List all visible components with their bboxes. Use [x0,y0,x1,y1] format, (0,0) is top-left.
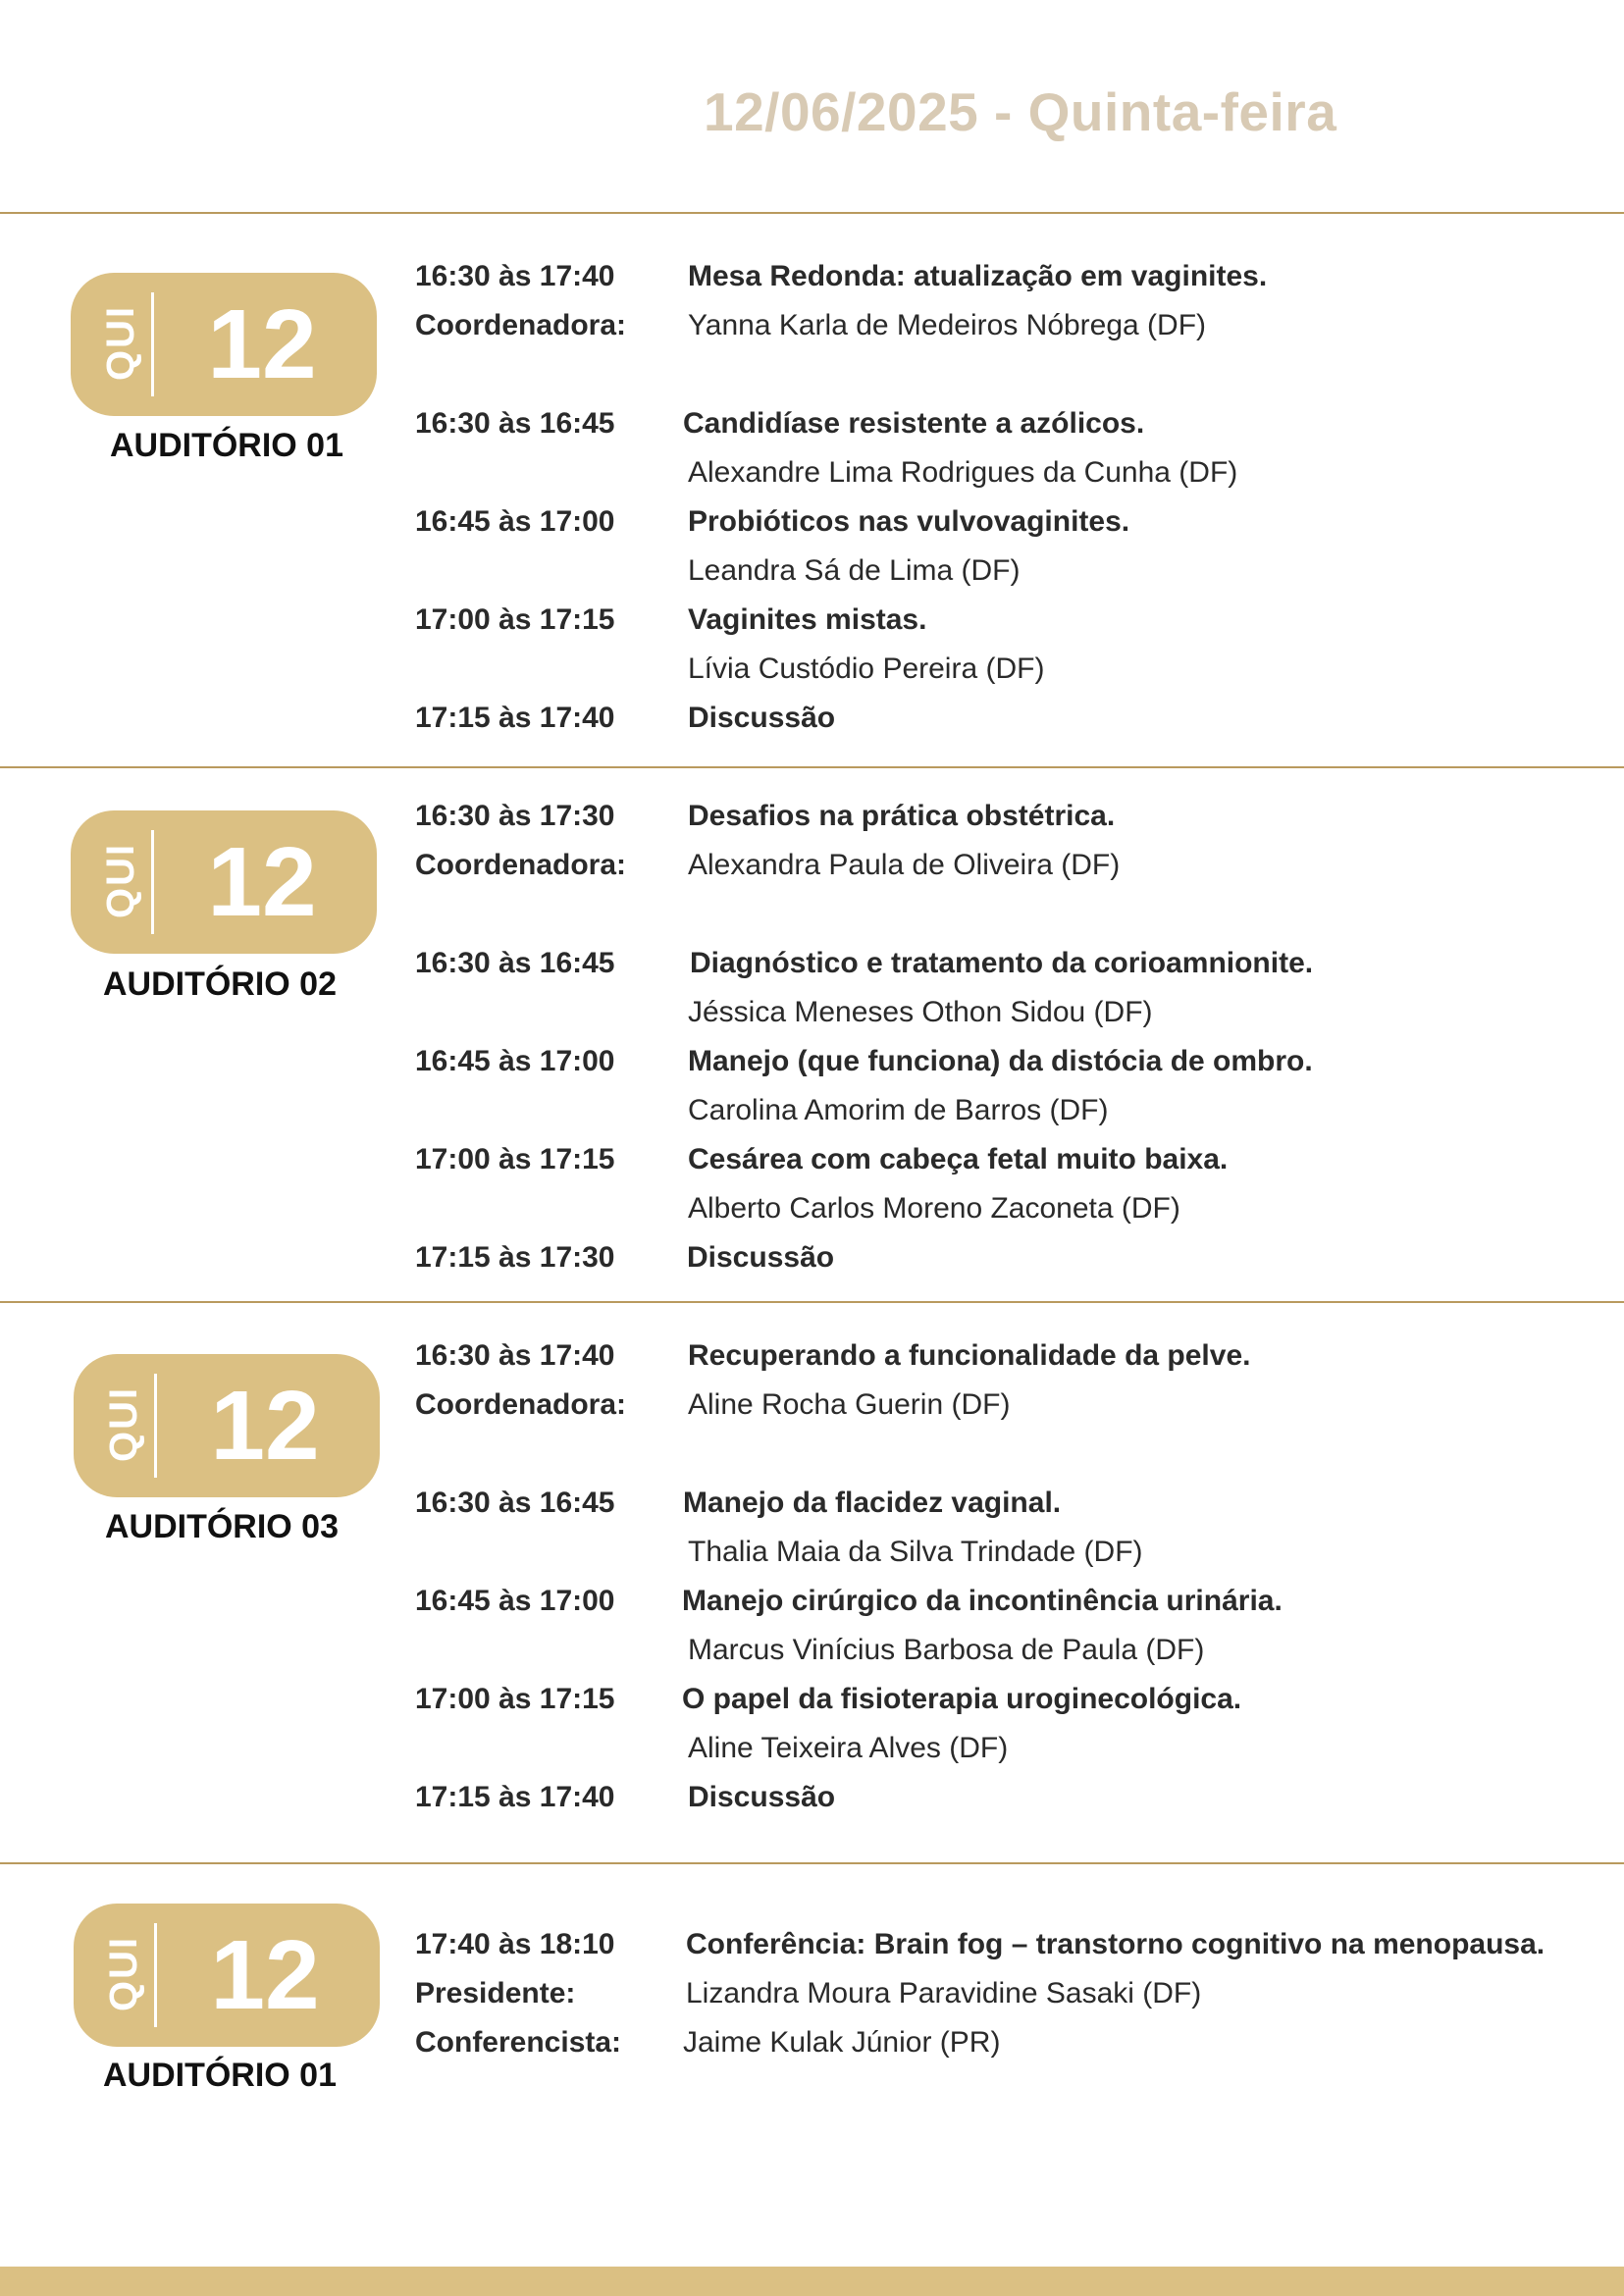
day-number: 12 [207,289,317,399]
row-time: Coordenadora: [415,309,627,341]
row-time: 17:00 às 17:15 [415,1143,615,1175]
row-time: 16:45 às 17:00 [415,1585,615,1617]
row-text: Leandra Sá de Lima (DF) [688,554,1021,587]
row-text: Vaginites mistas. [688,603,927,636]
row-text: Candidíase resistente a azólicos. [683,407,1145,440]
row-time: 17:00 às 17:15 [415,1683,615,1715]
schedule-row [415,301,1593,350]
weekday-label: QUI [102,1385,145,1462]
row-text: Thalia Maia da Silva Trindade (DF) [688,1536,1143,1568]
weekday-label: QUI [99,304,142,381]
schedule-row [415,2018,1593,2067]
schedule-row [415,1331,1593,1381]
schedule-row [415,939,1593,988]
schedule-row [415,792,1593,841]
row-text: Alexandre Lima Rodrigues da Cunha (DF) [688,456,1238,489]
schedule-row [415,596,1593,645]
schedule-row [415,645,1593,694]
schedule-row [415,1773,1593,1822]
section-divider [0,1862,1624,1864]
schedule-row [415,1528,1593,1577]
date-badge [71,273,377,416]
schedule-row [415,1675,1593,1724]
day-number: 12 [210,1371,320,1481]
row-text: Manejo da flacidez vaginal. [683,1487,1062,1519]
row-text: Discussão [688,702,836,734]
row-text: Marcus Vinícius Barbosa de Paula (DF) [688,1634,1205,1666]
room-label: AUDITÓRIO 02 [102,965,338,1003]
row-text: Conferência: Brain fog – transtorno cognitivo na menopausa. [686,1928,1545,1960]
row-text: O papel da fisioterapia uroginecológica. [682,1683,1242,1715]
row-time: 16:30 às 17:40 [415,1339,615,1372]
row-text: Discussão [687,1241,835,1274]
schedule-row [415,1037,1593,1086]
day-number: 12 [207,827,317,937]
date-badge [74,1354,380,1497]
schedule-row [415,547,1593,596]
footer-bar [0,2267,1624,2296]
row-time: Presidente: [415,1977,576,2009]
schedule-row [415,1577,1593,1626]
row-text: Carolina Amorim de Barros (DF) [688,1094,1109,1126]
row-text: Manejo (que funciona) da distócia de ombro. [688,1045,1313,1077]
row-time: 17:15 às 17:40 [415,702,615,734]
row-text: Lívia Custódio Pereira (DF) [688,652,1045,685]
weekday-label: QUI [99,842,142,918]
schedule-row [415,988,1593,1037]
schedule-row [415,1969,1593,2018]
schedule-row [415,1724,1593,1773]
date-badge [74,1904,380,2047]
schedule-row [415,448,1593,497]
badge-separator [151,830,154,934]
row-text: Alberto Carlos Moreno Zaconeta (DF) [688,1192,1180,1225]
row-text: Cesárea com cabeça fetal muito baixa. [688,1143,1229,1175]
row-text: Manejo cirúrgico da incontinência urinária. [682,1585,1283,1617]
row-time: 16:30 às 16:45 [415,1487,615,1519]
section-divider [0,766,1624,768]
day-number: 12 [210,1920,320,2030]
schedule-row [415,1626,1593,1675]
schedule-row [415,1920,1593,1969]
row-text: Discussão [688,1781,836,1813]
row-text: Aline Rocha Guerin (DF) [688,1388,1011,1421]
row-text: Yanna Karla de Medeiros Nóbrega (DF) [688,309,1207,341]
row-text: Jaime Kulak Júnior (PR) [683,2026,1001,2059]
row-text: Mesa Redonda: atualização em vaginites. [688,260,1268,292]
schedule-row [415,1381,1593,1430]
row-time: 16:30 às 17:40 [415,260,615,292]
page-title: 12/06/2025 - Quinta-feira [704,81,1337,142]
row-time: Coordenadora: [415,849,627,881]
row-text: Probióticos nas vulvovaginites. [688,505,1130,538]
schedule-row [415,1233,1593,1282]
weekday-label: QUI [102,1935,145,2011]
row-time: 17:15 às 17:40 [415,1781,615,1813]
schedule-row [415,399,1593,448]
date-badge [71,810,377,954]
schedule-row [415,1135,1593,1184]
section-divider [0,1301,1624,1303]
row-text: Lizandra Moura Paravidine Sasaki (DF) [686,1977,1202,2009]
badge-separator [151,292,154,396]
schedule-row [415,1184,1593,1233]
section-divider [0,212,1624,214]
room-label: AUDITÓRIO 01 [109,427,344,464]
room-label: AUDITÓRIO 01 [102,2057,338,2094]
row-time: 17:40 às 18:10 [415,1928,615,1960]
row-time: Conferencista: [415,2026,622,2059]
schedule-row [415,1479,1593,1528]
schedule-row [415,841,1593,890]
row-time: 17:15 às 17:30 [415,1241,615,1274]
badge-separator [154,1374,157,1478]
schedule-row [415,252,1593,301]
badge-separator [154,1923,157,2027]
row-time: Coordenadora: [415,1388,627,1421]
schedule-row [415,1086,1593,1135]
row-time: 16:45 às 17:00 [415,505,615,538]
row-text: Aline Teixeira Alves (DF) [688,1732,1009,1764]
row-text: Diagnóstico e tratamento da corioamnionite. [690,947,1314,979]
schedule-row [415,694,1593,743]
row-text: Jéssica Meneses Othon Sidou (DF) [688,996,1153,1028]
row-time: 16:30 às 16:45 [415,407,615,440]
row-time: 16:30 às 17:30 [415,800,615,832]
row-text: Desafios na prática obstétrica. [688,800,1116,832]
row-time: 16:30 às 16:45 [415,947,615,979]
schedule-row [415,497,1593,547]
row-time: 17:00 às 17:15 [415,603,615,636]
row-text: Alexandra Paula de Oliveira (DF) [688,849,1121,881]
room-label: AUDITÓRIO 03 [104,1508,340,1545]
row-time: 16:45 às 17:00 [415,1045,615,1077]
row-text: Recuperando a funcionalidade da pelve. [688,1339,1251,1372]
